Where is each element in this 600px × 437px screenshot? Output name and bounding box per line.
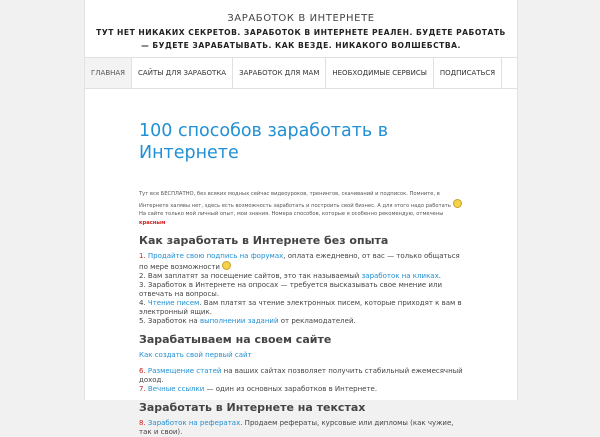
list-item xyxy=(139,252,467,272)
nav-item-home[interactable]: ГЛАВНАЯ xyxy=(85,58,132,88)
item-text: . Вам платят за чтение электронных писем, которые приходят к вам в электронный ящик. xyxy=(139,299,462,316)
item-text-pre: Заработок на xyxy=(147,317,200,325)
item-text: . xyxy=(438,272,441,280)
page-container xyxy=(84,0,518,436)
list-item xyxy=(139,367,467,385)
list-item xyxy=(139,317,467,326)
smile-emoji-icon xyxy=(222,261,231,270)
method-list-texts xyxy=(139,419,467,437)
article-placement-link[interactable]: Размещение статей xyxy=(147,367,222,375)
site-header xyxy=(85,0,517,52)
post-content xyxy=(139,100,467,437)
nav-item-subscribe[interactable]: ПОДПИСАТЬСЯ xyxy=(434,58,502,88)
nav-item-earning-sites[interactable]: САЙТЫ ДЛЯ ЗАРАБОТКА xyxy=(132,58,233,88)
essays-link[interactable]: Заработок на рефератах xyxy=(147,419,241,427)
list-item xyxy=(139,299,467,317)
method-list-own-site xyxy=(139,367,467,394)
smile-emoji-icon xyxy=(453,199,462,208)
create-site-link[interactable]: Как создать свой первый сайт xyxy=(139,351,252,359)
sell-signature-link[interactable]: Продайте свою подпись на форумах xyxy=(147,252,284,260)
section-heading-own-site: Зарабатываем на своем сайте xyxy=(139,333,332,346)
method-list-no-experience xyxy=(139,252,467,326)
list-item xyxy=(139,385,467,394)
main-navigation xyxy=(85,57,517,89)
list-item xyxy=(139,272,467,281)
section-heading-texts: Заработать в Интернете на текстах xyxy=(139,401,366,414)
list-item xyxy=(139,281,467,299)
item-number: 7. xyxy=(139,385,146,393)
item-number: 4. xyxy=(139,299,146,307)
intro-text-1: Тут все БЕСПЛАТНО, без всяких модных сейчас видеоуроков, тренингов, скачиваний и подписок. Помните, в Интернете халявы нет, здесь есть возможность заработать и построить свой бизнес. А для этого надо работать xyxy=(139,191,451,209)
item-number: 3. xyxy=(139,281,146,289)
item-text-pre: Вам заплатят за посещение сайтов, это так называемый xyxy=(147,272,362,280)
list-item xyxy=(139,419,467,437)
item-text: на ваших сайтах позволяет получить стабильный ежемесячный доход. xyxy=(139,367,463,384)
item-number: 5. xyxy=(139,317,146,325)
item-number: 1. xyxy=(139,252,146,260)
intro-paragraph-2 xyxy=(139,210,467,227)
site-description: ТУТ НЕТ НИКАКИХ СЕКРЕТОВ. ЗАРАБОТОК В ИНТЕРНЕТЕ РЕАЛЕН. БУДЕТЕ РАБОТАТЬ — БУДЕТЕ ЗАРАБАТЫВАТЬ. КАК ВЕЗДЕ. НИКАКОГО ВОЛШЕБСТВА. xyxy=(96,28,506,50)
item-number: 8. xyxy=(139,419,146,427)
item-text: — один из основных заработков в Интернете. xyxy=(204,385,378,393)
item-number: 2. xyxy=(139,272,146,280)
tasks-link[interactable]: выполнении заданий xyxy=(199,317,279,325)
item-text: . Продаем рефераты, курсовые или дипломы (как чужие, так и свои). xyxy=(139,419,454,436)
click-earnings-link[interactable]: заработок на кликах xyxy=(361,272,439,280)
item-text: от рекламодателей. xyxy=(278,317,356,325)
reading-emails-link[interactable]: Чтение писем xyxy=(147,299,200,307)
section-heading-no-experience: Как заработать в Интернете без опыта xyxy=(139,234,389,247)
nav-item-services[interactable]: НЕОБХОДИМЫЕ СЕРВИСЫ xyxy=(326,58,434,88)
intro-paragraph-1 xyxy=(139,190,467,210)
nav-item-earning-moms[interactable]: ЗАРАБОТОК ДЛЯ МАМ xyxy=(233,58,326,88)
intro-text-2: На сайте только мой личный опыт, мои знания. Номера способов, которые я особенно рекомендую, отмечены xyxy=(139,211,444,217)
item-text: , оплата ежедневно, от вас — только общаться по мере возможности xyxy=(139,252,460,271)
post-title: 100 способов заработать в Интернете xyxy=(139,121,389,163)
intro-red-word: красным xyxy=(139,219,166,226)
site-title[interactable]: ЗАРАБОТОК В ИНТЕРНЕТЕ xyxy=(227,13,375,24)
eternal-links-link[interactable]: Вечные ссылки xyxy=(147,385,205,393)
item-text: Заработок в Интернете на опросах — требуется высказывать свое мнение или отвечать на вопросы. xyxy=(139,281,442,298)
item-number: 6. xyxy=(139,367,146,375)
